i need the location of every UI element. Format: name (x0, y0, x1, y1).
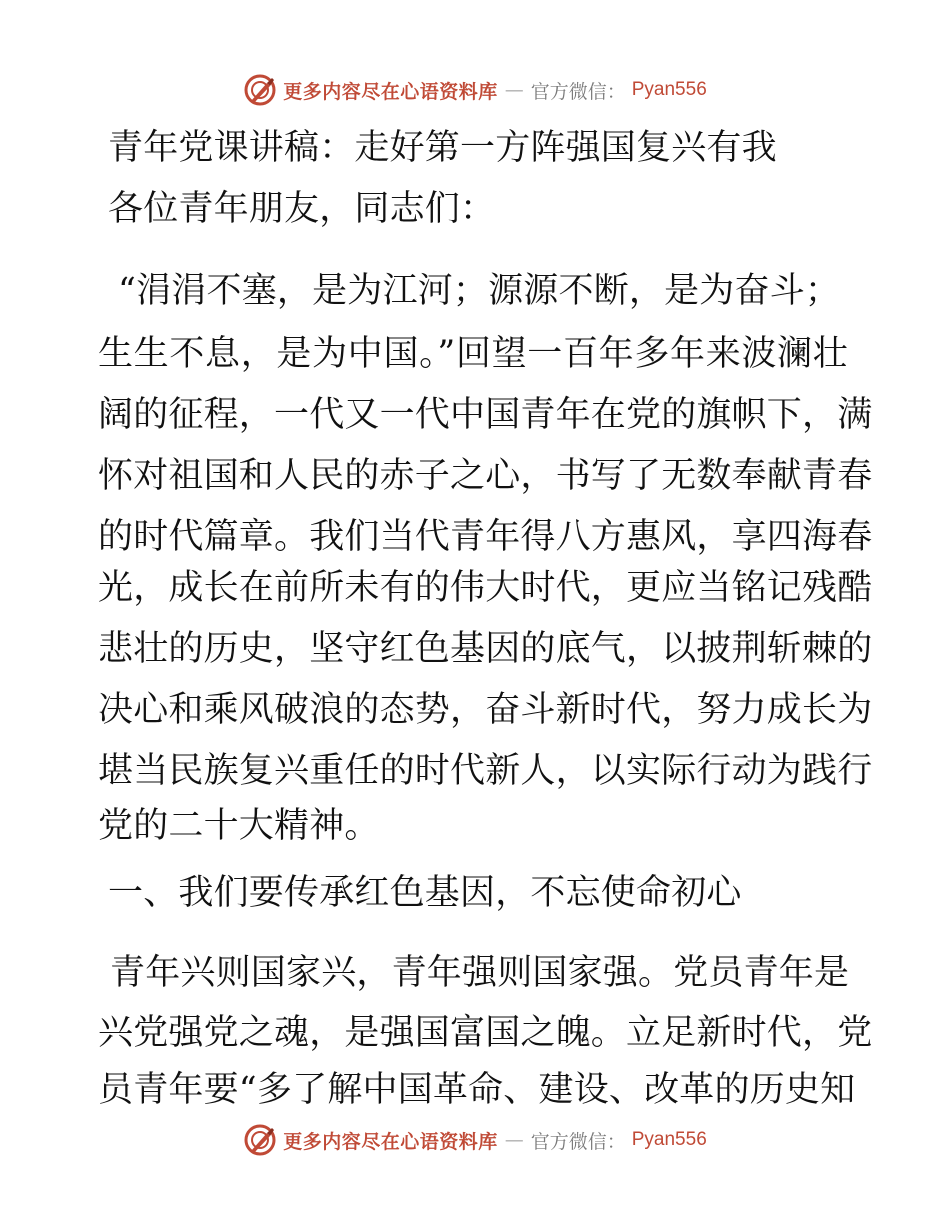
paragraph-line: “涓涓不塞，是为江河；源源不断，是为奋斗； (118, 271, 841, 311)
paragraph-line: 阔的征程，一代又一代中国青年在党的旗帜下，满 (98, 395, 873, 435)
paragraph-line: 党的二十大精神。 (98, 806, 380, 846)
paragraph-line: 青年兴则国家兴，青年强则国家强。党员青年是 (110, 953, 850, 993)
banner-separator: — (504, 79, 524, 101)
paragraph-line: 光，成长在前所未有的伟大时代，更应当铭记残酷 (98, 568, 873, 608)
footer-watermark-banner (0, 1120, 950, 1160)
banner-wechat-id: Pyan556 (631, 1129, 707, 1150)
paragraph-line: 决心和乘风破浪的态势，奋斗新时代，努力成长为 (98, 690, 873, 730)
header-watermark-banner (0, 70, 950, 110)
banner-official-label: 官方微信： (530, 80, 626, 103)
paragraph-line: 员青年要“多了解中国革命、建设、改革的历史知 (98, 1070, 856, 1110)
paragraph-line: 怀对祖国和人民的赤子之心，书写了无数奉献青春 (98, 456, 873, 496)
paragraph-line: 悲壮的历史，坚守红色基因的底气，以披荆斩棘的 (98, 629, 873, 669)
paragraph-line: 堪当民族复兴重任的时代新人，以实际行动为践行 (98, 751, 873, 791)
banner-separator: — (504, 1129, 524, 1151)
document-title: 青年党课讲稿：走好第一方阵强国复兴有我 (108, 128, 777, 168)
banner-promo-text: 更多内容尽在心语资料库 (283, 1130, 498, 1153)
salutation: 各位青年朋友，同志们： (108, 189, 496, 229)
paragraph-line: 的时代篇章。我们当代青年得八方惠风，享四海春 (98, 517, 873, 557)
paragraph-line: 生生不息，是为中国。”回望一百年多年来波澜壮 (98, 334, 848, 374)
banner-wechat-id: Pyan556 (631, 79, 707, 100)
banner-promo-text: 更多内容尽在心语资料库 (283, 80, 498, 103)
banner-official-label: 官方微信： (530, 1130, 626, 1153)
paragraph-line: 兴党强党之魂，是强国富国之魄。立足新时代，党 (98, 1013, 873, 1053)
pen-logo-icon (243, 1123, 277, 1157)
section-heading: 一、我们要传承红色基因，不忘使命初心 (108, 873, 742, 913)
pen-logo-icon (243, 73, 277, 107)
